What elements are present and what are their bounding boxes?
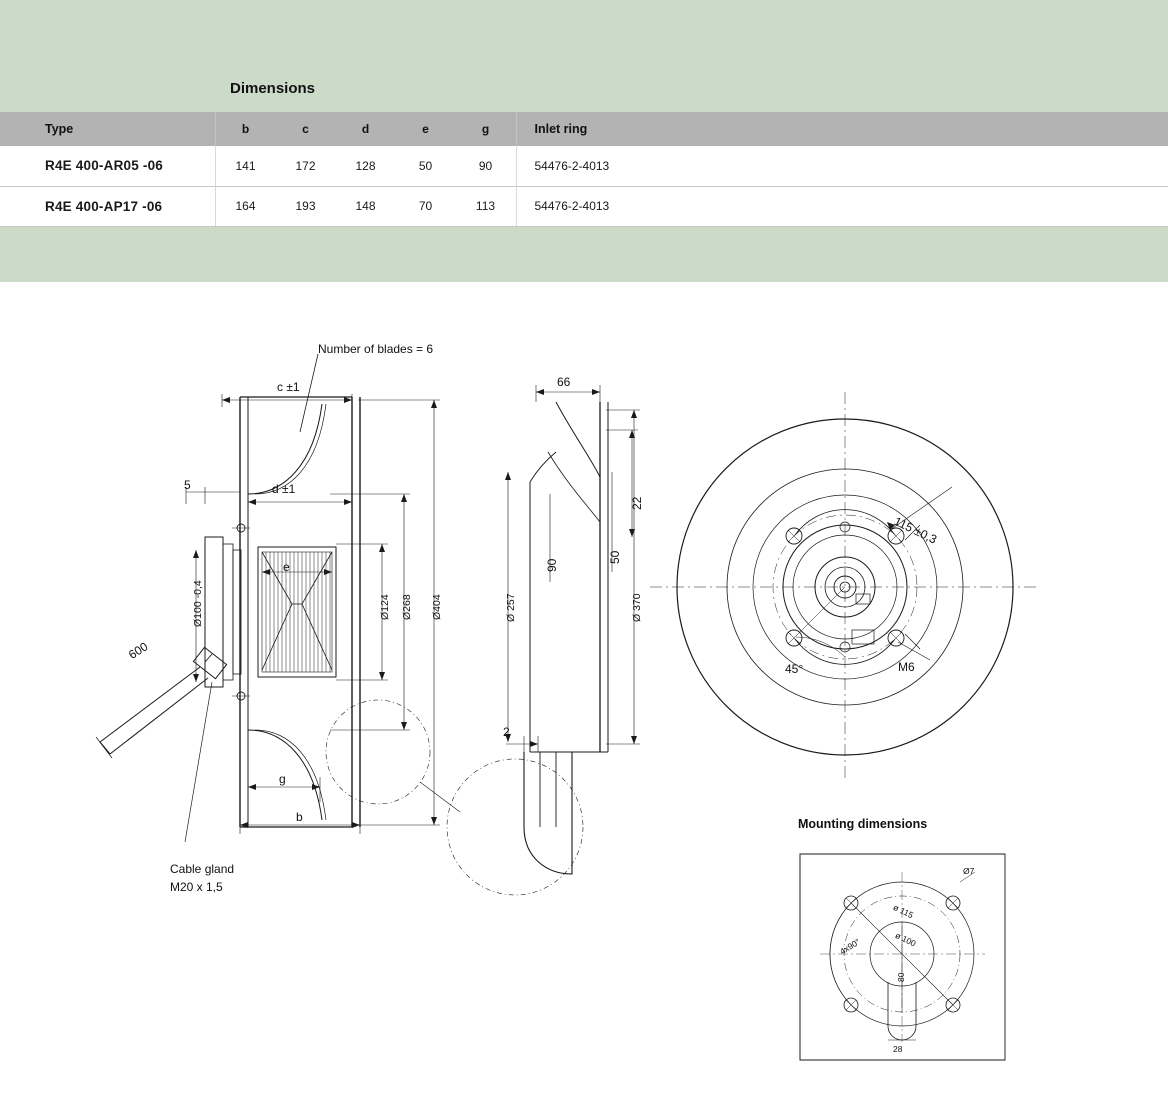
cell-inlet-ring: 54476-2-4013 xyxy=(516,186,1168,226)
table-title: Dimensions xyxy=(230,80,316,97)
dim-dia124: Ø124 xyxy=(379,594,391,620)
cell-d: 148 xyxy=(336,186,396,226)
cell-b: 164 xyxy=(215,186,276,226)
dim-5: 5 xyxy=(184,478,191,492)
cable-gland-label-2: M20 x 1,5 xyxy=(170,880,223,894)
table-row xyxy=(0,146,1168,186)
mount-dim-dia115: ø 115 xyxy=(891,902,915,921)
dim-dia268: Ø268 xyxy=(401,594,413,620)
dim-2: 2 xyxy=(503,725,510,739)
dim-e: e xyxy=(283,560,290,574)
drawing-canvas xyxy=(0,282,1168,1108)
mount-dim-80: 80 xyxy=(896,972,906,982)
mount-dim-dia100: ø 100 xyxy=(893,930,918,949)
table-row xyxy=(0,186,1168,226)
dim-d: d ±1 xyxy=(272,482,296,496)
cable-gland-label-1: Cable gland xyxy=(170,862,235,876)
thread-m6: M6 xyxy=(898,660,915,674)
blades-note: Number of blades = 6 xyxy=(318,342,434,356)
col-header-b: b xyxy=(215,112,276,146)
cell-type: R4E 400-AP17 -06 xyxy=(0,186,215,226)
col-header-type: Type xyxy=(45,122,74,136)
dim-66: 66 xyxy=(557,375,571,389)
table-header-row xyxy=(0,112,1168,146)
cell-e: 70 xyxy=(396,186,456,226)
dim-angle-45: 45° xyxy=(785,662,804,676)
col-header-d: d xyxy=(361,122,370,136)
col-header-inlet-ring: Inlet ring xyxy=(516,112,1168,146)
dim-g: g xyxy=(279,772,286,786)
cell-inlet-ring: 54476-2-4013 xyxy=(516,146,1168,186)
cell-c: 172 xyxy=(276,146,336,186)
mount-dim-28: 28 xyxy=(893,1044,903,1054)
dim-c: c ±1 xyxy=(277,380,300,394)
col-header-e: e xyxy=(422,122,429,136)
col-header-c: c xyxy=(302,122,309,136)
dim-50: 50 xyxy=(608,550,622,564)
cell-d: 128 xyxy=(336,146,396,186)
technical-drawing xyxy=(0,282,1168,1108)
dimensions-table xyxy=(0,112,1168,227)
cell-g: 113 xyxy=(456,186,517,226)
dim-22: 22 xyxy=(630,496,644,510)
col-header-g: g xyxy=(481,122,490,136)
cell-b: 141 xyxy=(215,146,276,186)
cell-g: 90 xyxy=(456,146,517,186)
dim-pcd-115: 115 ±0,3 xyxy=(891,514,940,547)
dim-90: 90 xyxy=(545,558,559,572)
dim-dia404: Ø404 xyxy=(431,594,443,620)
dim-dia257: Ø 257 xyxy=(505,593,517,622)
cell-type: R4E 400-AR05 -06 xyxy=(0,146,215,186)
dim-b: b xyxy=(296,810,303,824)
cell-c: 193 xyxy=(276,186,336,226)
cell-e: 50 xyxy=(396,146,456,186)
dim-dia370: Ø 370 xyxy=(631,593,643,622)
mounting-dimensions-title: Mounting dimensions xyxy=(798,817,928,831)
dimensions-block xyxy=(0,0,1168,282)
mount-dim-dia7: Ø7 xyxy=(963,866,975,876)
dim-cable-length: 600 xyxy=(126,639,151,662)
mount-dim-angle: 4x90° xyxy=(838,936,862,957)
dim-dia100: Ø100 -0,4 xyxy=(192,580,204,627)
